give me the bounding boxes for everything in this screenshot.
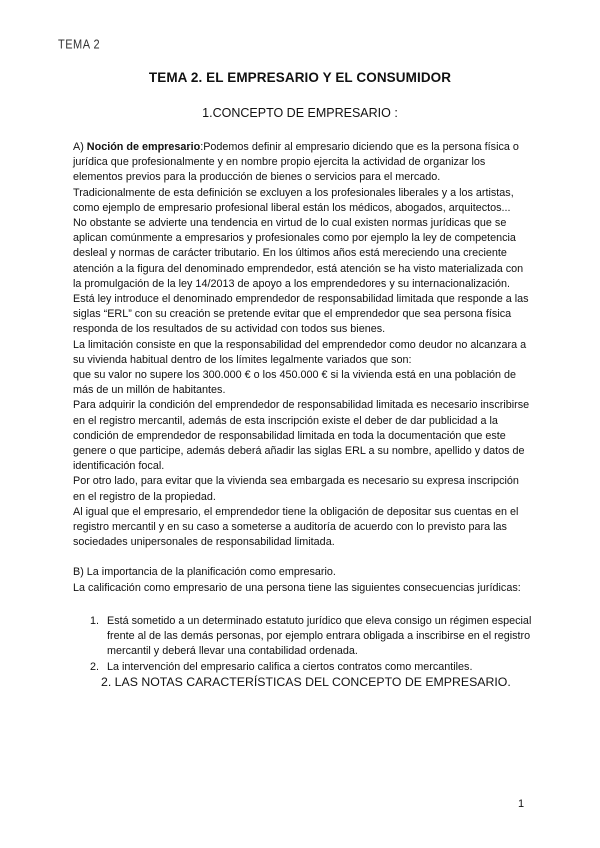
spacer: [73, 550, 533, 565]
document-title: TEMA 2. EL EMPRESARIO Y EL CONSUMIDOR: [148, 70, 452, 85]
document-body: [73, 140, 533, 690]
page-number: 1: [518, 798, 525, 810]
paragraph: Por otro lado, para evitar que la vivienda sea embargada es necesario su expresa inscripción en el registro de la propiedad.: [73, 475, 519, 503]
spacer: [73, 596, 533, 614]
paragraph: Está ley introduce el denominado emprendedor de responsabilidad limitada que responde a las siglas “ERL” con su creación se pretende evitar que el emprendedor que sea persona física responda de los resultados de su actividad con todos sus bienes.: [73, 293, 529, 336]
list-item-number: 1.: [90, 614, 100, 627]
list-item-text: Está sometido a un determinado estatuto jurídico que eleva consigo un régimen especial frente al de las demás personas, por ejemplo entrara obligada a inscribirse en el registro mercantil y deberá llevar una contabilidad ordenada.: [107, 614, 532, 658]
paragraph: Tradicionalmente de esta definición se excluyen a los profesionales liberales y a los artistas, como ejemplo de empresario profesional liberal están los médicos, abogados, arquitectos...: [73, 186, 514, 214]
section1-heading: 1.CONCEPTO DE EMPRESARIO :: [202, 106, 398, 120]
term-noticion-empresario: Noción de empresario: [86, 141, 201, 153]
list-item: [73, 614, 533, 660]
definition-paragraph: [73, 140, 533, 186]
definition-text: :Podemos definir al empresario diciendo que es la persona física o jurídica que profesionalmente y en nombre propio ejercita la actividad de organizar los elementos previos para la producción de bienes o servicios para el mercado.: [73, 141, 519, 184]
part-b-heading: B) La importancia de la planificación como empresario.: [73, 566, 336, 579]
part-a-prefix: A): [73, 141, 87, 153]
paragraph: Al igual que el empresario, el emprendedor tiene la obligación de depositar sus cuentas en el registro mercantil y en su caso a someterse a auditoría de acuerdo con lo previsto para las sociedades unipersonales de responsabilidad limitada.: [73, 505, 519, 549]
list-item-number: 2.: [90, 660, 100, 673]
paragraph: que su valor no supere los 300.000 € o los 450.000 € si la vivienda está en una población de más de un millón de habitantes.: [73, 369, 516, 397]
header-label: TEMA 2: [58, 38, 101, 52]
paragraph: La limitación consiste en que la responsabilidad del emprendedor como deudor no alcanzara a su vivienda habitual dentro de los límites legalmente variados que son:: [73, 338, 527, 366]
list-item: [73, 660, 533, 675]
section2-heading: 2. LAS NOTAS CARACTERÍSTICAS DEL CONCEPTO DE EMPRESARIO.: [101, 674, 511, 689]
list-item-text: La intervención del empresario califica a ciertos contratos como mercantiles.: [107, 660, 473, 673]
paragraph: No obstante se advierte una tendencia en virtud de lo cual existen normas jurídicas que se aplican comúnmente a empresarios y profesionales como por ejemplo la ley de competencia desleal y normas de carácter tributario. En los últimos años está mereciendo una creciente atención a la figura del denominado emprendedor, está atención se ha visto materializada con la promulgación de la ley 14/2013 de apoyo a los emprendedores y su internacionalización.: [73, 217, 524, 290]
consequences-list: [73, 614, 533, 675]
part-b-intro: La calificación como empresario de una persona tiene las siguientes consecuencias jurídicas:: [73, 581, 521, 594]
paragraph: Para adquirir la condición del emprendedor de responsabilidad limitada es necesario inscribirse en el registro mercantil, además de esta inscripción existe el deber de dar publicidad a la condición de emprendedor de responsabilidad limitada en toda la documentación que este genere o que participe, además deberá añadir las siglas ERL a su nombre, apellido y datos de identificación focal.: [73, 399, 530, 473]
